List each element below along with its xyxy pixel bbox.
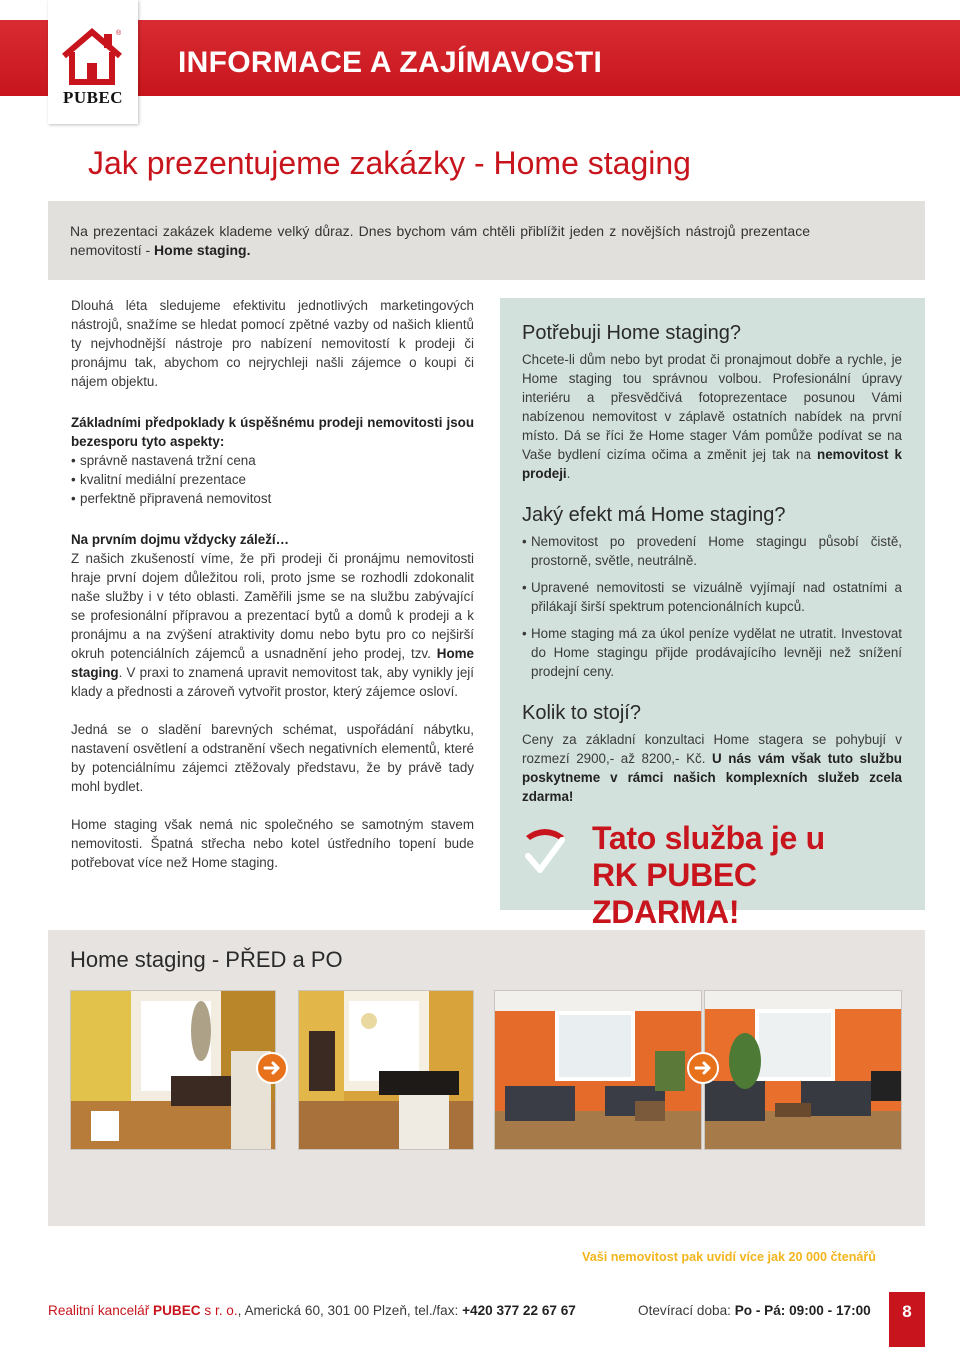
paragraph-bold: U nás vám však tuto službu poskytneme v rámci našich komplexních služeb zcela zdarma! xyxy=(522,751,902,804)
intro-text xyxy=(70,222,810,260)
list-item: • Nemovitost po provedení Home stagingu působí čistě, prostorně, světle, neutrálně. xyxy=(522,532,902,570)
gallery-title: Home staging - PŘED a PO xyxy=(70,947,343,972)
info-sidebar-box xyxy=(500,298,925,910)
company-name: Realitní kancelář xyxy=(48,1303,154,1318)
house-logo-icon xyxy=(60,28,124,86)
left-column xyxy=(71,296,474,872)
company-brand: PUBEC xyxy=(153,1303,201,1318)
before-photo-kitchen xyxy=(70,990,276,1150)
section-header-title: INFORMACE A ZAJÍMAVOSTI xyxy=(178,46,603,79)
need-staging-heading: Potřebuji Home staging? xyxy=(522,322,742,344)
free-service-text xyxy=(592,820,912,931)
logo-text: PUBEC xyxy=(62,88,124,107)
opening-hours-value: Po - Pá: 09:00 - 17:00 xyxy=(734,1303,871,1318)
paragraph-text: Z našich zkušeností víme, že při prodeji či pronájmu nemovitosti hraje první dojem důležitou roli, proto jsme se rozhodli zdokonalit naše služby i v této oblasti. Zaměřili jsme se na službu zabývající se profesionální přípravou a prezentací bytů a domů k prodeji a k pronájmu a na zvýšení atraktivity domu nebo bytu pro co nejširší okruh potenciálních zájemců a usnadnění jeho prodej, tzv. xyxy=(71,551,474,661)
info-sidebar-content xyxy=(522,320,902,806)
spacer xyxy=(522,483,902,502)
intro-text-body: Na prezentaci zakázek klademe velký důraz. Dnes bychom vám chtěli přiblížit jeden z novějších nástrojů prezentace nemovitostí - xyxy=(70,223,810,258)
readership-note: Vaši nemovitost pak uvidí více jak 20 000 čtenářů xyxy=(582,1250,876,1264)
after-photo-living-room xyxy=(704,990,902,1150)
paragraph-intro: Dlouhá léta sledujeme efektivitu jednotlivých marketingových nástrojů, snažíme se hledat pomocí zpětné vazby od našich klientů ty nejvhodnější nástroje pro nabízení nemovitostí k prodeji či pronájmu tak, abychom co nejrychleji našli zájemce o koupi či nájem objektu. xyxy=(71,298,474,389)
prerequisites-heading: Základními předpoklady k úspěšnému prodeji nemovitosti jsou bezesporu tyto aspekty: xyxy=(71,415,474,449)
registered-mark: ® xyxy=(116,30,122,37)
effect-heading: Jaký efekt má Home staging? xyxy=(522,504,786,526)
company-contact xyxy=(48,1303,576,1318)
paragraph-text: Chcete-li dům nebo byt prodat či pronajmout dobře a rychle, je Home staging tou správnou volbou. Profesionální úpravy interiéru a přesvědčivá fotoprezentace posunou Vámi nabízenou nemovitost v záplavě ostatních nabídek na první místo. Dá se říci že Home stager Vám pomůže podívat se na Vaše bydlení cizíma očima a změnit jej tak na xyxy=(522,352,902,462)
paragraph-text: . V praxi to znamená upravit nemovitost tak, aby vynikly její klady a přednosti a zároveň vytvořit prostor, který zájemce osloví. xyxy=(71,665,474,699)
spacer xyxy=(522,616,902,624)
paragraph-first-impression xyxy=(71,549,474,701)
spacer xyxy=(522,570,902,578)
price-text xyxy=(522,730,902,806)
paragraph-bold: Home staging xyxy=(71,646,474,680)
arrow-right-icon xyxy=(256,1052,288,1084)
prerequisites-list xyxy=(71,451,474,508)
paragraph-text: Ceny za základní konzultaci Home stagera se pohybují v rozmezí 2900,- až 8200,- Kč. xyxy=(522,732,902,766)
before-after-gallery xyxy=(48,930,925,1226)
pubec-logo xyxy=(48,0,138,124)
paragraph-condition: Home staging však nemá nic společného se samotným stavem nemovitosti. Špatná střecha nebo kotel ústředního topení bude potřebovat více než Home staging. xyxy=(71,817,474,870)
list-item: • správně nastavená tržní cena xyxy=(71,451,474,470)
page-number: 8 xyxy=(889,1292,925,1347)
price-heading: Kolik to stojí? xyxy=(522,702,641,724)
free-service-line: Tato služba je u xyxy=(592,820,825,856)
list-item: • perfektně připravená nemovitost xyxy=(71,489,474,508)
before-photo-living-room xyxy=(494,990,702,1150)
free-service-callout xyxy=(522,820,912,930)
spacer xyxy=(522,681,902,700)
opening-hours-label: Otevírací doba: xyxy=(638,1303,735,1318)
list-item: • Home staging má za úkol peníze vydělat ne utratit. Investovat do Home stagingu přijde prodávajícího levněji než snížení prodejní ceny. xyxy=(522,624,902,681)
page-title: Jak prezentujeme zakázky - Home staging xyxy=(88,145,691,181)
company-suffix: s r. o. xyxy=(200,1303,238,1318)
intro-text-bold: Home staging. xyxy=(154,242,251,258)
company-address: , Americká 60, 301 00 Plzeň, tel./fax: xyxy=(237,1303,463,1318)
company-phone: +420 377 22 67 67 xyxy=(462,1303,576,1318)
list-item: • kvalitní mediální prezentace xyxy=(71,470,474,489)
opening-hours xyxy=(638,1303,871,1318)
paragraph-colors: Jedná se o sladění barevných schémat, uspořádání nábytku, nastavení osvětlení a odstranění všech negativních elementů, které by potenciálnímu zájemci ztěžovaly představu, že by právě tady mohl bydlet. xyxy=(71,722,474,794)
first-impression-heading: Na prvním dojmu vždycky záleží… xyxy=(71,532,290,547)
need-staging-text xyxy=(522,350,902,483)
intro-box xyxy=(48,201,925,280)
free-service-line: RK PUBEC ZDARMA! xyxy=(592,857,757,930)
paragraph-bold: nemovitost k prodeji xyxy=(522,447,903,481)
paragraph-text: . xyxy=(566,466,571,481)
arrow-right-icon xyxy=(687,1052,719,1084)
after-photo-kitchen xyxy=(298,990,474,1150)
checkmark-icon xyxy=(522,826,568,876)
list-item: • Upravené nemovitosti se vizuálně vyjímají nad ostatními a přilákají širší spektrum potencionálních kupců. xyxy=(522,578,902,616)
